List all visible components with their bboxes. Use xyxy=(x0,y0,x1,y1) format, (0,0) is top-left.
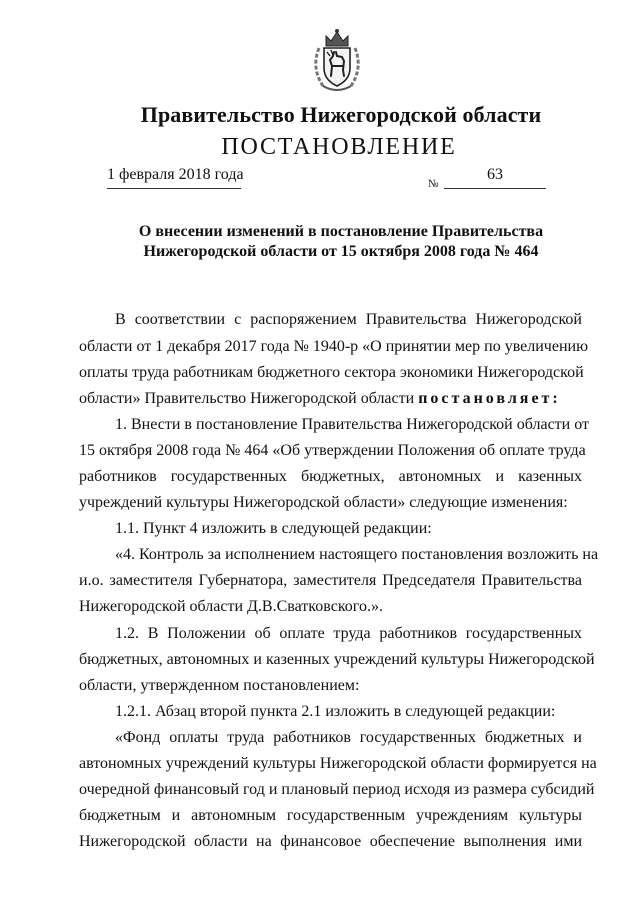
paragraph-line: 1.1. Пункт 4 изложить в следующей редакции: xyxy=(115,520,432,537)
paragraph-line xyxy=(79,389,582,409)
paragraph-line: «Фонд оплаты труда работников государственных бюджетных и xyxy=(115,729,582,746)
number-label: № xyxy=(428,178,439,190)
paragraph-line: В соответствии с распоряжением Правительства Нижегородской xyxy=(115,311,582,328)
document-date: 1 февраля 2018 года xyxy=(107,166,244,183)
number-underline xyxy=(444,188,546,189)
subject-line: О внесении изменений в постановление Правительства xyxy=(138,223,544,240)
paragraph-line: Нижегородской области Д.В.Сватковского.». xyxy=(79,598,383,615)
document-number: 63 xyxy=(487,166,503,183)
date-underline xyxy=(107,188,241,189)
paragraph-line: области от 1 декабря 2017 года № 1940-р «О принятии мер по увеличению xyxy=(79,338,589,355)
paragraph-line: и.о. заместителя Губернатора, заместителя Председателя Правительства xyxy=(79,572,582,589)
paragraph-text: области» Правительство Нижегородской области xyxy=(79,390,415,407)
paragraph-line: 1. Внести в постановление Правительства Нижегородской области от xyxy=(115,416,589,433)
paragraph-line: Нижегородской области на финансовое обеспечение выполнения ими xyxy=(79,833,582,850)
paragraph-line: работников государственных бюджетных, автономных и казенных xyxy=(79,468,582,485)
government-title: Правительство Нижегородской области xyxy=(140,102,542,127)
document-subject xyxy=(0,222,640,262)
subject-line: Нижегородской области от 15 октября 2008 года № 464 xyxy=(143,243,539,260)
paragraph-line: «4. Контроль за исполнением настоящего постановления возложить на xyxy=(115,546,599,563)
paragraph-line: 15 октября 2008 года № 464 «Об утверждении Положения об оплате труда xyxy=(79,442,586,459)
paragraph-line: области, утвержденном постановлением: xyxy=(79,677,360,694)
paragraph-line: автономных учреждений культуры Нижегородской области формируется на xyxy=(79,755,597,772)
paragraph-line: 1.2.1. Абзац второй пункта 2.1 изложить в следующей редакции: xyxy=(115,703,556,720)
paragraph-line: бюджетным и автономным государственным учреждениям культуры xyxy=(79,807,582,824)
paragraph-line: учреждений культуры Нижегородской области» следующие изменения: xyxy=(79,494,568,511)
paragraph-line: бюджетных, автономных и казенных учреждений культуры Нижегородской xyxy=(79,651,595,668)
paragraph-line: 1.2. В Положении об оплате труда работников государственных xyxy=(115,625,582,642)
decree-keyword: постановляет: xyxy=(418,390,561,407)
coat-of-arms-icon xyxy=(309,28,365,96)
document-type: ПОСТАНОВЛЕНИЕ xyxy=(221,134,457,160)
paragraph-line: оплаты труда работникам бюджетного сектора экономики Нижегородской xyxy=(79,364,584,381)
paragraph-line: очередной финансовый год и плановый период исходя из размера субсидий xyxy=(79,781,595,798)
